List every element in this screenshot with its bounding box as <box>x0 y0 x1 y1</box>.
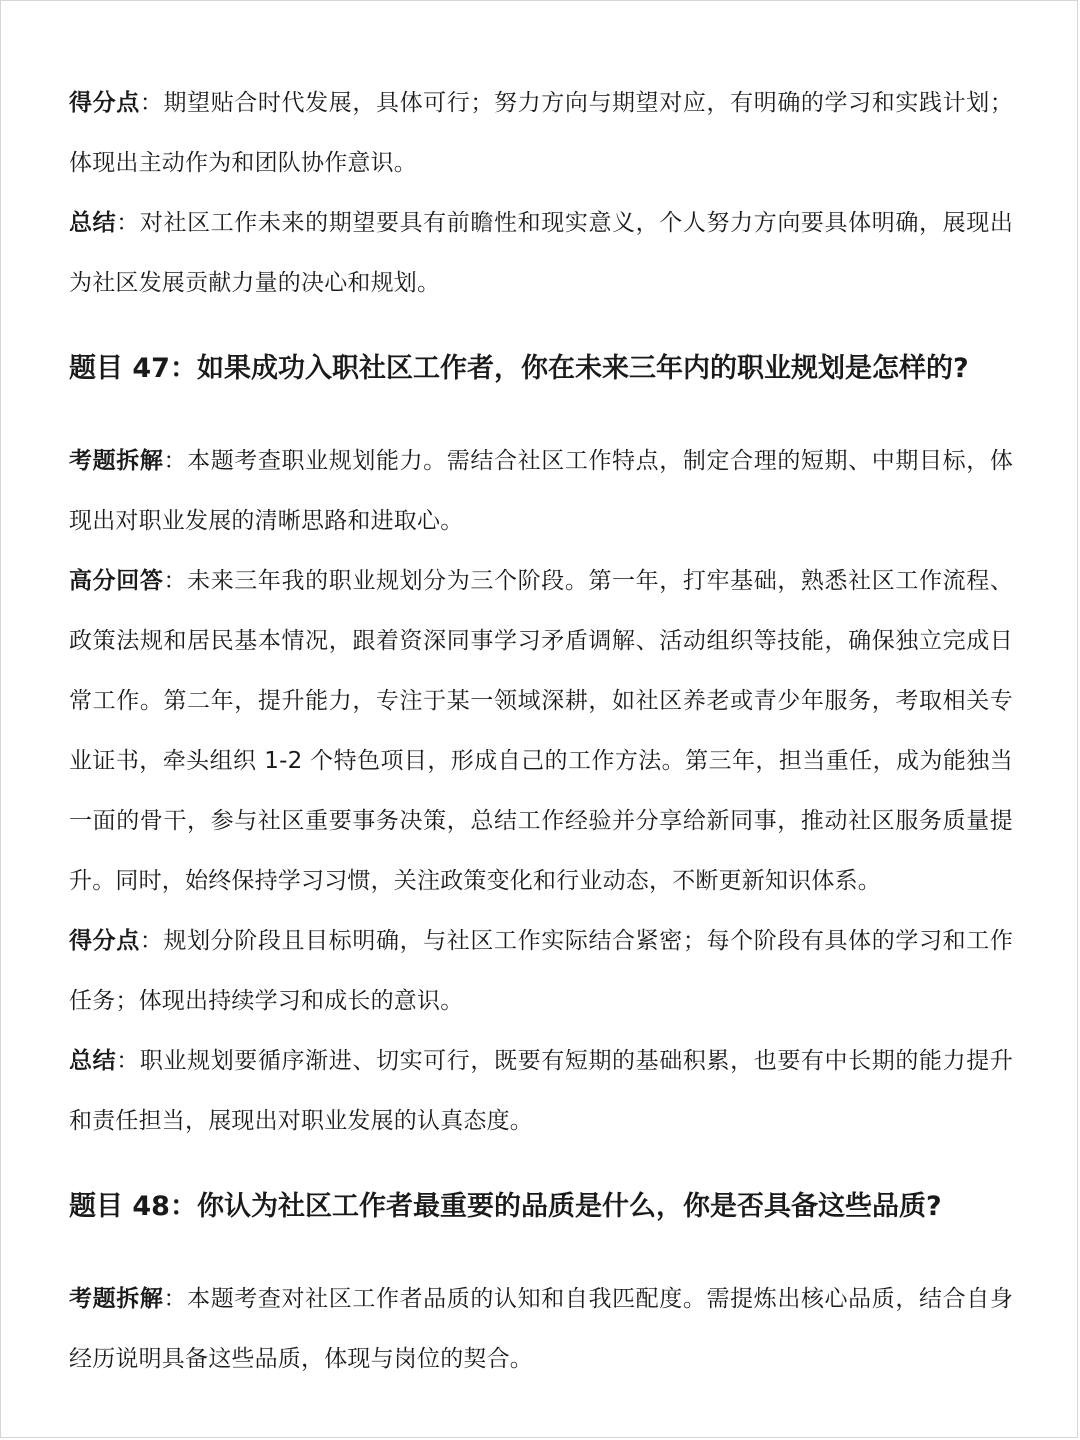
label-separator: ： <box>163 1286 188 1312</box>
scoring-points-text: 期望贴合时代发展，具体可行；努力方向与期望对应，有明确的学习和实践计划；体现出主动作为和团队协作意识。 <box>69 90 1014 176</box>
scoring-points-label: 得分点 <box>69 90 140 116</box>
document-content <box>69 73 1013 1389</box>
scoring-points-text: 规划分阶段且目标明确，与社区工作实际结合紧密；每个阶段有具体的学习和工作任务；体现出持续学习和成长的意识。 <box>69 928 1014 1014</box>
question-analysis-label: 考题拆解 <box>69 448 164 474</box>
question-48-heading: 题目 48：你认为社区工作者最重要的品质是什么，你是否具备这些品质? <box>69 1191 942 1222</box>
summary-paragraph <box>69 1031 1013 1151</box>
summary-label: 总结 <box>69 1048 117 1074</box>
label-separator: ： <box>116 210 140 236</box>
label-separator: ： <box>139 928 164 954</box>
scoring-points-label: 得分点 <box>69 928 140 954</box>
question-analysis-text: 本题考查对社区工作者品质的认知和自我匹配度。需提炼出核心品质，结合自身经历说明具备这些品质，体现与岗位的契合。 <box>69 1286 1014 1372</box>
label-separator: ： <box>163 448 188 474</box>
high-score-answer-label: 高分回答 <box>69 568 164 594</box>
summary-text: 对社区工作未来的期望要具有前瞻性和现实意义，个人努力方向要具体明确，展现出为社区发展贡献力量的决心和规划。 <box>69 210 1014 296</box>
question-47-heading: 题目 47：如果成功入职社区工作者，你在未来三年内的职业规划是怎样的? <box>69 353 969 384</box>
label-separator: ： <box>163 568 188 594</box>
high-score-answer-text: 未来三年我的职业规划分为三个阶段。第一年，打牢基础，熟悉社区工作流程、政策法规和居民基本情况，跟着资深同事学习矛盾调解、活动组织等技能，确保独立完成日常工作。第二年，提升能力，专注于某一领域深耕，如社区养老或青少年服务，考取相关专业证书，牵头组织 1-2 个特色项目，形成自己的工作方法。第三年，担当重任，成为能独当一面的骨干，参与社区重要事务决策，总结工作经验并分享给新同事，推动社区服务质量提升。同时，始终保持学习习惯，关注政策变化和行业动态，不断更新知识体系。 <box>69 568 1014 894</box>
label-separator: ： <box>139 90 164 116</box>
question-analysis-paragraph <box>69 431 1013 551</box>
question-analysis-paragraph <box>69 1269 1013 1389</box>
question-analysis-label: 考题拆解 <box>69 1286 164 1312</box>
label-separator: ： <box>116 1048 140 1074</box>
summary-text: 职业规划要循序渐进、切实可行，既要有短期的基础积累，也要有中长期的能力提升和责任担当，展现出对职业发展的认真态度。 <box>69 1048 1014 1134</box>
scoring-points-paragraph <box>69 911 1013 1031</box>
summary-label: 总结 <box>69 210 117 236</box>
high-score-answer-paragraph <box>69 551 1013 911</box>
question-analysis-text: 本题考查职业规划能力。需结合社区工作特点，制定合理的短期、中期目标，体现出对职业发展的清晰思路和进取心。 <box>69 448 1014 534</box>
summary-paragraph <box>69 193 1013 313</box>
scoring-points-paragraph <box>69 73 1013 193</box>
